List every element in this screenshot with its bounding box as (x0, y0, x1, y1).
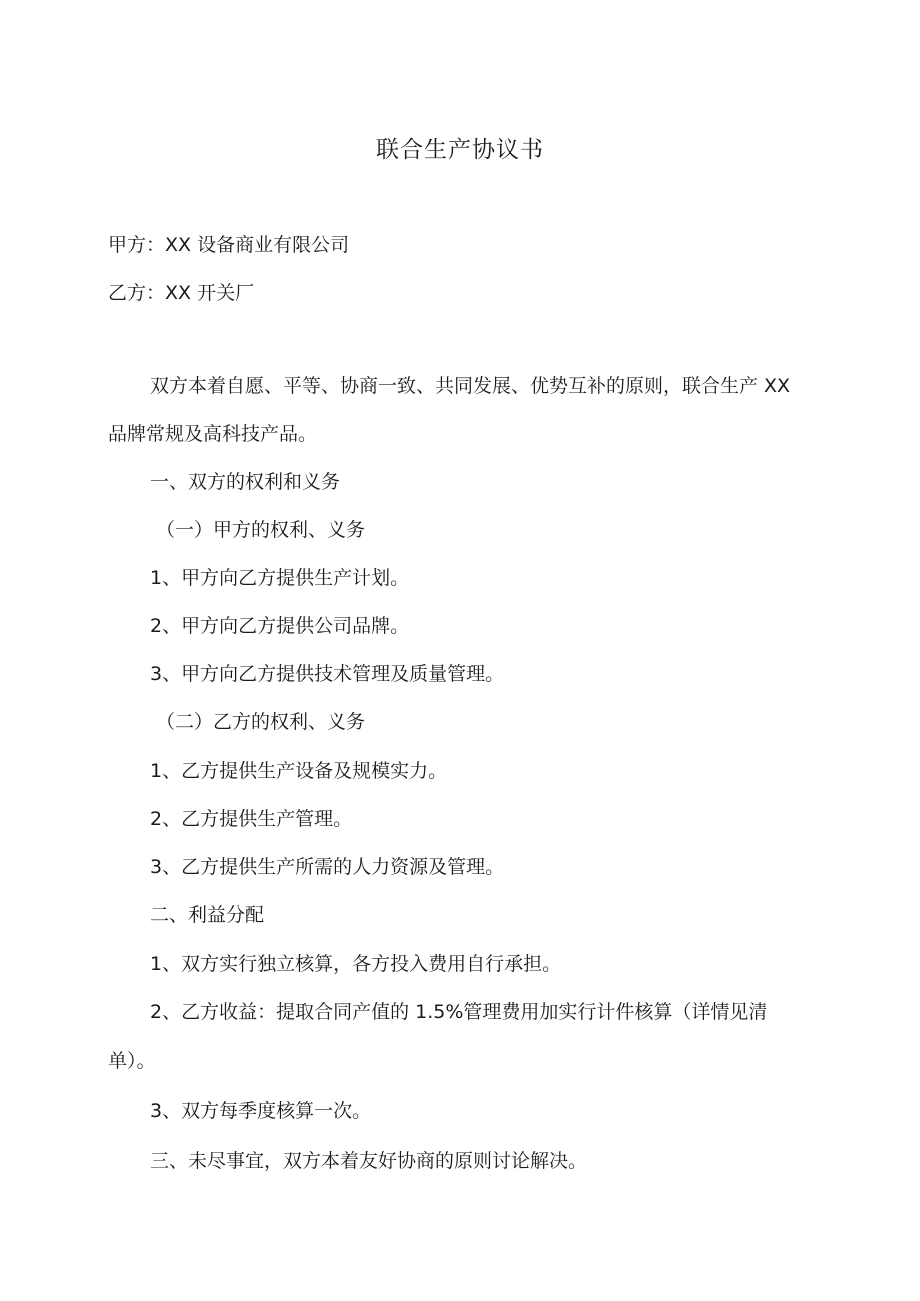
document-title: 联合生产协议书 (376, 137, 544, 163)
section-heading-rights-obligations: 一、双方的权利和义务 (150, 471, 341, 493)
party-a-item-3: 3、甲方向乙方提供技术管理及质量管理。 (150, 663, 505, 685)
party-b: 乙方：XX 开关厂 (108, 282, 255, 304)
profit-item-2-line-1: 2、乙方收益：提取合同产值的 1.5%管理费用加实行计件核算（详情见清 (150, 1001, 768, 1023)
party-b-item-1: 1、乙方提供生产设备及规模实力。 (150, 760, 448, 782)
party-b-item-3: 3、乙方提供生产所需的人力资源及管理。 (150, 856, 505, 878)
subsection-heading-party-b: （二）乙方的权利、义务 (156, 711, 366, 733)
party-b-item-2: 2、乙方提供生产管理。 (150, 808, 353, 830)
intro-paragraph-line-2: 品牌常规及高科技产品。 (108, 423, 318, 445)
party-a-item-1: 1、甲方向乙方提供生产计划。 (150, 567, 410, 589)
party-a-item-2: 2、甲方向乙方提供公司品牌。 (150, 615, 410, 637)
subsection-heading-party-a: （一）甲方的权利、义务 (156, 519, 366, 541)
section-heading-profit-distribution: 二、利益分配 (150, 904, 265, 926)
party-a: 甲方：XX 设备商业有限公司 (108, 234, 350, 256)
section-heading-other-matters: 三、未尽事宜，双方本着友好协商的原则讨论解决。 (150, 1150, 588, 1172)
intro-paragraph-line-1: 双方本着自愿、平等、协商一致、共同发展、优势互补的原则，联合生产 XX (150, 375, 791, 397)
profit-item-2-line-2: 单）。 (108, 1050, 156, 1072)
profit-item-3: 3、双方每季度核算一次。 (150, 1100, 372, 1122)
profit-item-1: 1、双方实行独立核算，各方投入费用自行承担。 (150, 953, 562, 975)
